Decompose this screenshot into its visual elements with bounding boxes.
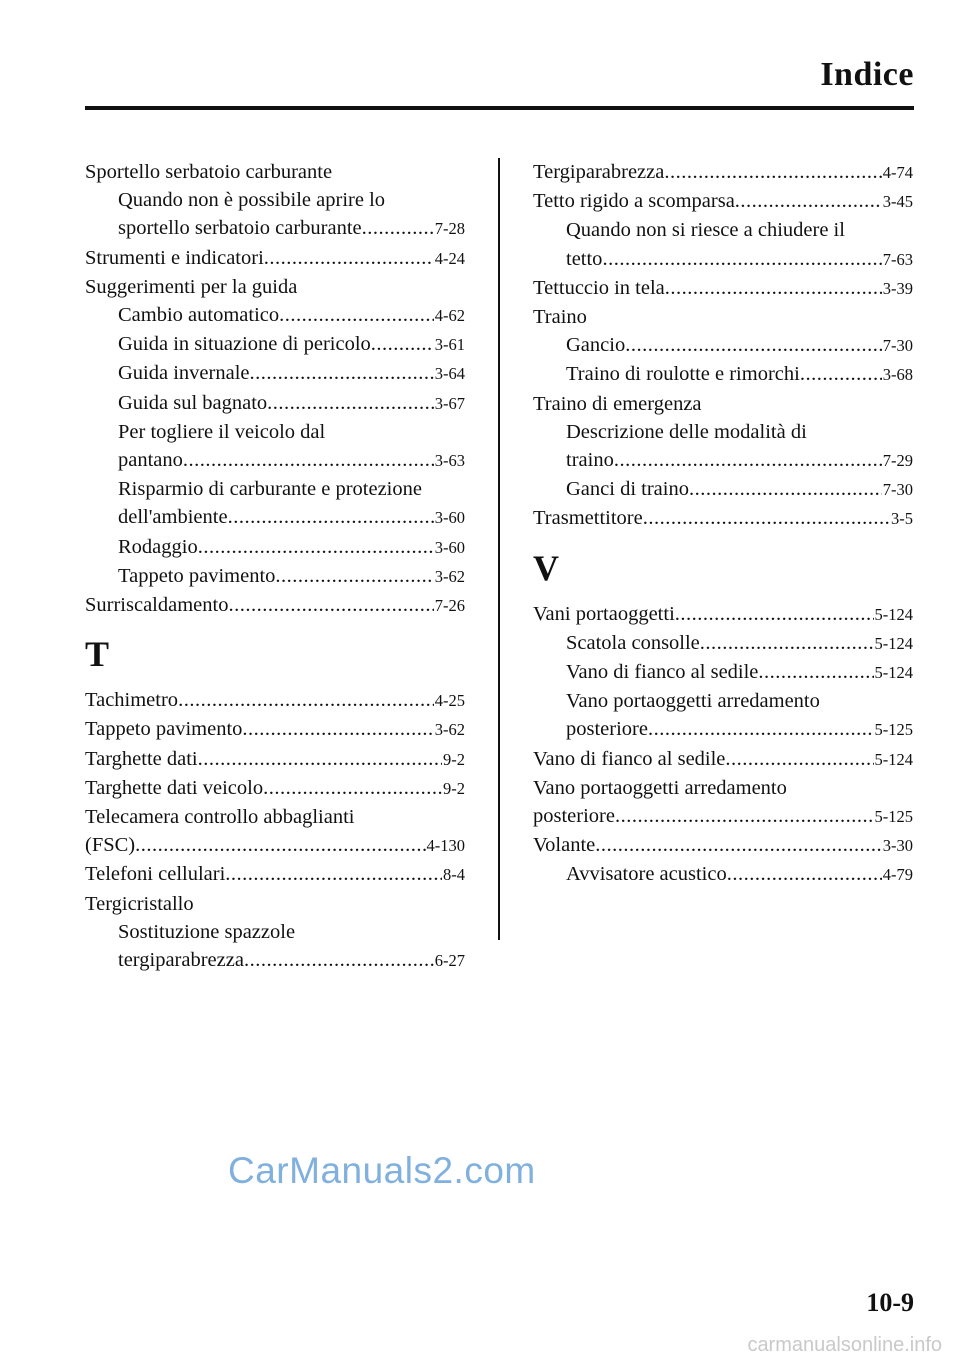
section-letter: V (533, 547, 559, 588)
entry-text: Vano di fianco al sedile (566, 661, 759, 684)
page-title: Indice (820, 56, 914, 93)
index-entry (533, 390, 913, 418)
index-subentry (85, 301, 465, 330)
page-reference: 3-45 (882, 192, 913, 212)
entry-text: Guida sul bagnato (118, 391, 268, 414)
entry-text: Risparmio di carburante e protezione (118, 478, 422, 501)
entry-text: Avvisatore acustico (566, 863, 727, 886)
entry-text: Vano di fianco al sedile (533, 747, 726, 770)
index-entry (533, 303, 913, 331)
entry-text: Traino di roulotte e rimorchi (566, 363, 800, 386)
dot-leader (225, 860, 442, 888)
entry-text: Tappeto pavimento (118, 564, 276, 587)
dot-leader (275, 562, 433, 590)
index-subentry (533, 860, 913, 889)
entry-text: dell'ambiente (118, 506, 228, 529)
dot-leader (242, 715, 433, 743)
entry-text: Traino di emergenza (533, 392, 702, 415)
entry-text: Traino (533, 306, 587, 329)
index-entry (85, 803, 465, 860)
entry-text: Quando non si riesce a chiudere il (566, 219, 845, 242)
page-reference: 3-63 (434, 451, 465, 471)
index-subentry (533, 475, 913, 504)
dot-leader (643, 504, 890, 532)
dot-leader (264, 244, 434, 272)
index-subentry (85, 330, 465, 359)
entry-text: traino (566, 449, 614, 472)
dot-leader (648, 715, 874, 743)
index-subentry (533, 418, 913, 475)
page-reference: 7-29 (882, 451, 913, 471)
index-entry (85, 244, 465, 273)
page-reference: 4-25 (434, 691, 465, 711)
entry-text: Targhette dati veicolo (85, 776, 264, 799)
dot-leader (244, 946, 434, 974)
page-reference: 7-30 (882, 480, 913, 500)
page-reference: 5-125 (874, 807, 913, 827)
entry-text: Strumenti e indicatori (85, 246, 264, 269)
entry-text: Guida invernale (118, 362, 250, 385)
entry-text: Vani portaoggetti (533, 602, 675, 625)
dot-leader (595, 831, 881, 859)
dot-leader (727, 860, 882, 888)
page-reference: 4-79 (882, 865, 913, 885)
entry-text: tergiparabrezza (118, 949, 244, 972)
page-reference: 5-124 (874, 633, 913, 653)
entry-text: Volante (533, 834, 596, 857)
index-entry (85, 745, 465, 774)
index-entry (533, 600, 913, 629)
entry-text: Surriscaldamento (85, 594, 229, 617)
entry-text: Tappeto pavimento (85, 718, 243, 741)
watermark-logo: CarManuals2.com (228, 1150, 536, 1191)
index-subentry (533, 360, 913, 389)
entry-text: Sostituzione spazzole (118, 920, 296, 943)
entry-text: Cambio automatico (118, 304, 280, 327)
dot-leader (800, 360, 882, 388)
page-number: 10-9 (866, 1288, 914, 1317)
index-subentry (85, 562, 465, 591)
index-subentry (533, 658, 913, 687)
page-reference: 8-4 (443, 865, 465, 885)
entry-text: tetto (566, 247, 603, 270)
page-reference: 3-67 (434, 393, 465, 413)
entry-text: Suggerimenti per la guida (85, 275, 298, 298)
entry-text: Tachimetro (85, 689, 179, 712)
dot-leader (267, 389, 434, 417)
index-entry (533, 504, 913, 533)
dot-leader (758, 658, 873, 686)
dot-leader (198, 533, 434, 561)
entry-text: Guida in situazione di pericolo (118, 333, 371, 356)
entry-text: Sportello serbatoio carburante (85, 161, 333, 183)
entry-text: Ganci di traino (566, 478, 689, 501)
index-entry (533, 158, 913, 187)
entry-text: Rodaggio (118, 535, 198, 558)
page-reference: 7-26 (434, 596, 465, 616)
section-letter: T (85, 634, 110, 675)
dot-leader (371, 330, 434, 358)
dot-leader (664, 158, 881, 186)
index-entry (533, 274, 913, 303)
index-entry (85, 591, 465, 620)
dot-leader (228, 503, 434, 531)
entry-text: pantano (118, 449, 183, 472)
entry-text: Tettuccio in tela (533, 276, 665, 299)
index-entry (533, 831, 913, 860)
index-subentry (85, 475, 465, 532)
column-divider (498, 158, 500, 940)
page-reference: 4-24 (434, 248, 465, 268)
entry-text: Gancio (566, 334, 626, 357)
index-entry (533, 187, 913, 216)
entry-text: Tergicristallo (85, 892, 194, 915)
dot-leader (362, 214, 434, 242)
page-reference: 3-60 (434, 508, 465, 528)
index-entry (85, 774, 465, 803)
entry-text: Quando non è possibile aprire lo (118, 189, 386, 212)
index-entry (85, 890, 465, 918)
dot-leader (198, 745, 442, 773)
index-subentry (533, 216, 913, 273)
title-rule (85, 106, 914, 110)
page-reference: 4-62 (434, 306, 465, 326)
page-reference: 5-124 (874, 604, 913, 624)
index-subentry (85, 418, 465, 475)
page-reference: 5-124 (874, 749, 913, 769)
page-reference: 3-68 (882, 365, 913, 385)
page-reference: 4-130 (426, 836, 465, 856)
page-reference: 3-62 (434, 720, 465, 740)
index-subentry (85, 359, 465, 388)
page-reference: 7-63 (882, 249, 913, 269)
index-entry (85, 273, 465, 301)
dot-leader (700, 629, 874, 657)
index-subentry (85, 918, 465, 975)
index-entry (85, 158, 465, 186)
entry-text: posteriore (533, 805, 615, 828)
dot-leader (178, 686, 434, 714)
dot-leader (614, 446, 882, 474)
entry-text: Tetto rigido a scomparsa (533, 190, 735, 213)
dot-leader (183, 446, 434, 474)
site-watermark: carmanualsonline.info (747, 1334, 942, 1356)
index-subentry (533, 629, 913, 658)
dot-leader (625, 331, 882, 359)
entry-text: Per togliere il veicolo dal (118, 420, 326, 443)
entry-text: Vano portaoggetti arredamento (566, 690, 820, 713)
dot-leader (228, 591, 433, 619)
dot-leader (615, 802, 874, 830)
page-reference: 7-28 (434, 219, 465, 239)
dot-leader (279, 301, 434, 329)
index-entry (85, 686, 465, 715)
index-subentry (533, 687, 913, 744)
dot-leader (665, 274, 882, 302)
index-entry (85, 860, 465, 889)
dot-leader (135, 831, 425, 859)
dot-leader (263, 774, 442, 802)
page-reference: 5-125 (874, 720, 913, 740)
index-entry (533, 774, 913, 831)
page-reference: 7-30 (882, 336, 913, 356)
page-reference: 3-39 (882, 278, 913, 298)
entry-text: Tergiparabrezza (533, 161, 665, 183)
page-reference: 5-124 (874, 663, 913, 683)
dot-leader (602, 245, 881, 273)
dot-leader (725, 745, 873, 773)
index-subentry (533, 331, 913, 360)
index-subentry (85, 389, 465, 418)
dot-leader (689, 475, 882, 503)
index-column-right (533, 158, 913, 890)
entry-text: Trasmettitore (533, 507, 643, 530)
dot-leader (675, 600, 874, 628)
index-subentry (85, 533, 465, 562)
page-reference: 3-61 (434, 335, 465, 355)
page-reference: 3-64 (434, 364, 465, 384)
dot-leader (735, 187, 882, 215)
entry-text: (FSC) (85, 834, 136, 857)
index-entry (533, 745, 913, 774)
page-reference: 9-2 (443, 778, 465, 798)
entry-text: Vano portaoggetti arredamento (533, 776, 787, 799)
dot-leader (250, 359, 434, 387)
index-entry (85, 715, 465, 744)
entry-text: posteriore (566, 718, 648, 741)
page-reference: 3-5 (891, 509, 913, 529)
entry-text: Telecamera controllo abbaglianti (85, 806, 355, 829)
page-reference: 9-2 (443, 749, 465, 769)
index-subentry (85, 186, 465, 243)
entry-text: sportello serbatoio carburante (118, 217, 362, 240)
entry-text: Telefoni cellulari (85, 863, 226, 886)
entry-text: Descrizione delle modalità di (566, 420, 807, 443)
index-column-left (85, 158, 465, 975)
entry-text: Scatola consolle (566, 631, 700, 654)
page-reference: 4-74 (882, 163, 913, 182)
entry-text: Targhette dati (85, 747, 198, 770)
page-reference: 3-62 (434, 566, 465, 586)
page-reference: 3-60 (434, 537, 465, 557)
page-reference: 3-30 (882, 836, 913, 856)
page-reference: 6-27 (434, 951, 465, 971)
